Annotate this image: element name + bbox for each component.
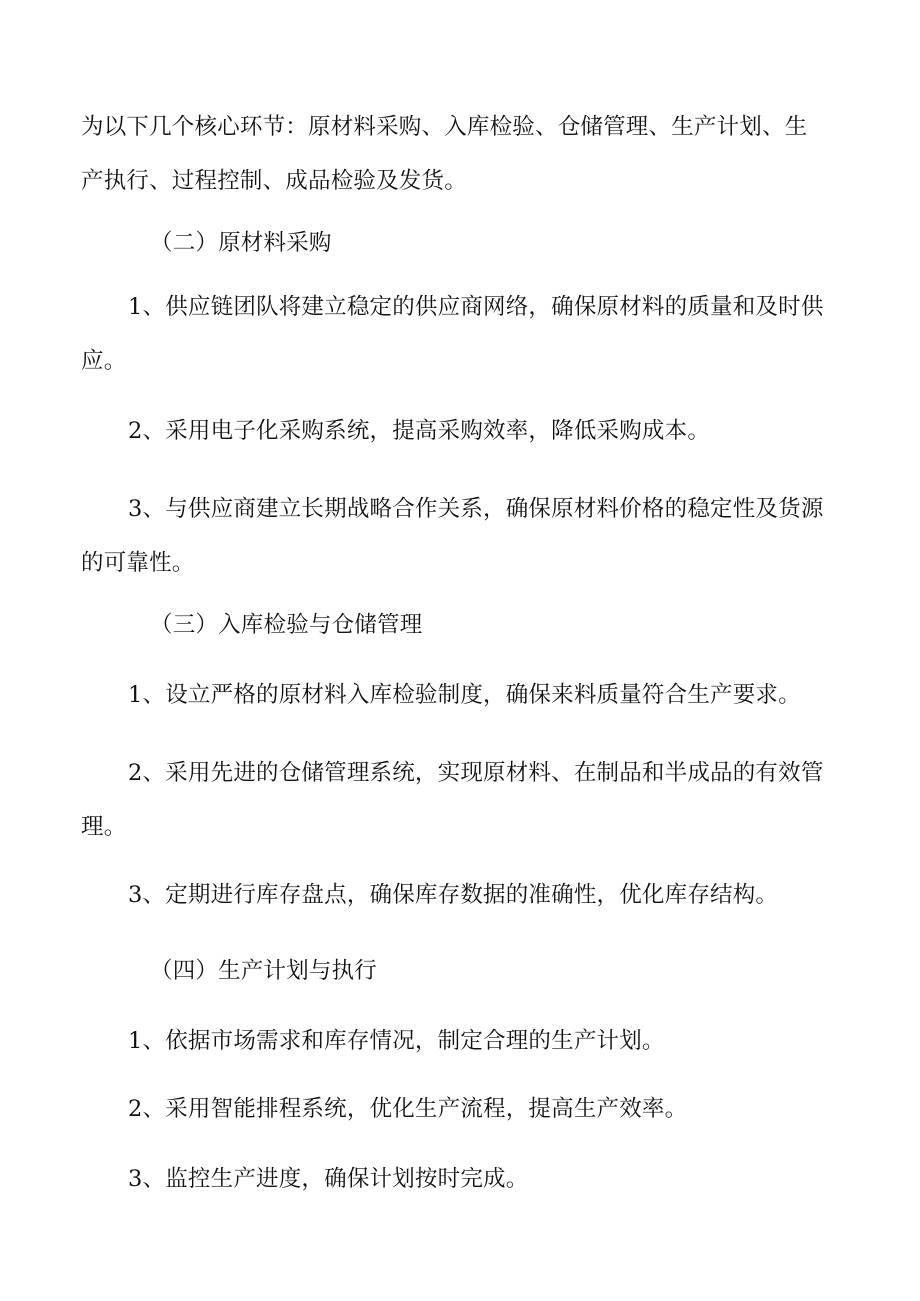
- section-3-item-2-line-1: 2、采用先进的仓储管理系统，实现原材料、在制品和半成品的有效管: [128, 760, 824, 786]
- intro-paragraph-line-1: 为以下几个核心环节：原材料采购、入库检验、仓储管理、生产计划、生: [81, 114, 808, 140]
- section-2-item-1-line-1: 1、供应链团队将建立稳定的供应商网络，确保原材料的质量和及时供: [128, 294, 824, 320]
- section-2-item-3-line-2: 的可靠性。: [81, 550, 195, 576]
- section-3-item-3: 3、定期进行库存盘点，确保库存数据的准确性，优化库存结构。: [128, 882, 779, 908]
- section-4-item-2: 2、采用智能排程系统，优化生产流程，提高生产效率。: [128, 1096, 688, 1122]
- section-heading-4: （四）生产计划与执行: [150, 958, 378, 984]
- section-4-item-1: 1、依据市场需求和库存情况，制定合理的生产计划。: [128, 1028, 665, 1054]
- section-heading-3: （三）入库检验与仓储管理: [150, 612, 423, 638]
- section-heading-2: （二）原材料采购: [150, 230, 332, 256]
- section-3-item-2-line-2: 理。: [81, 814, 127, 840]
- section-2-item-3-line-1: 3、与供应商建立长期战略合作关系，确保原材料价格的稳定性及货源: [128, 496, 824, 522]
- section-2-item-2: 2、采用电子化采购系统，提高采购效率，降低采购成本。: [128, 418, 711, 444]
- section-3-item-1: 1、设立严格的原材料入库检验制度，确保来料质量符合生产要求。: [128, 682, 801, 708]
- section-4-item-3: 3、监控生产进度，确保计划按时完成。: [128, 1166, 529, 1192]
- intro-paragraph-line-2: 产执行、过程控制、成品检验及发货。: [81, 168, 467, 194]
- section-2-item-1-line-2: 应。: [81, 348, 127, 374]
